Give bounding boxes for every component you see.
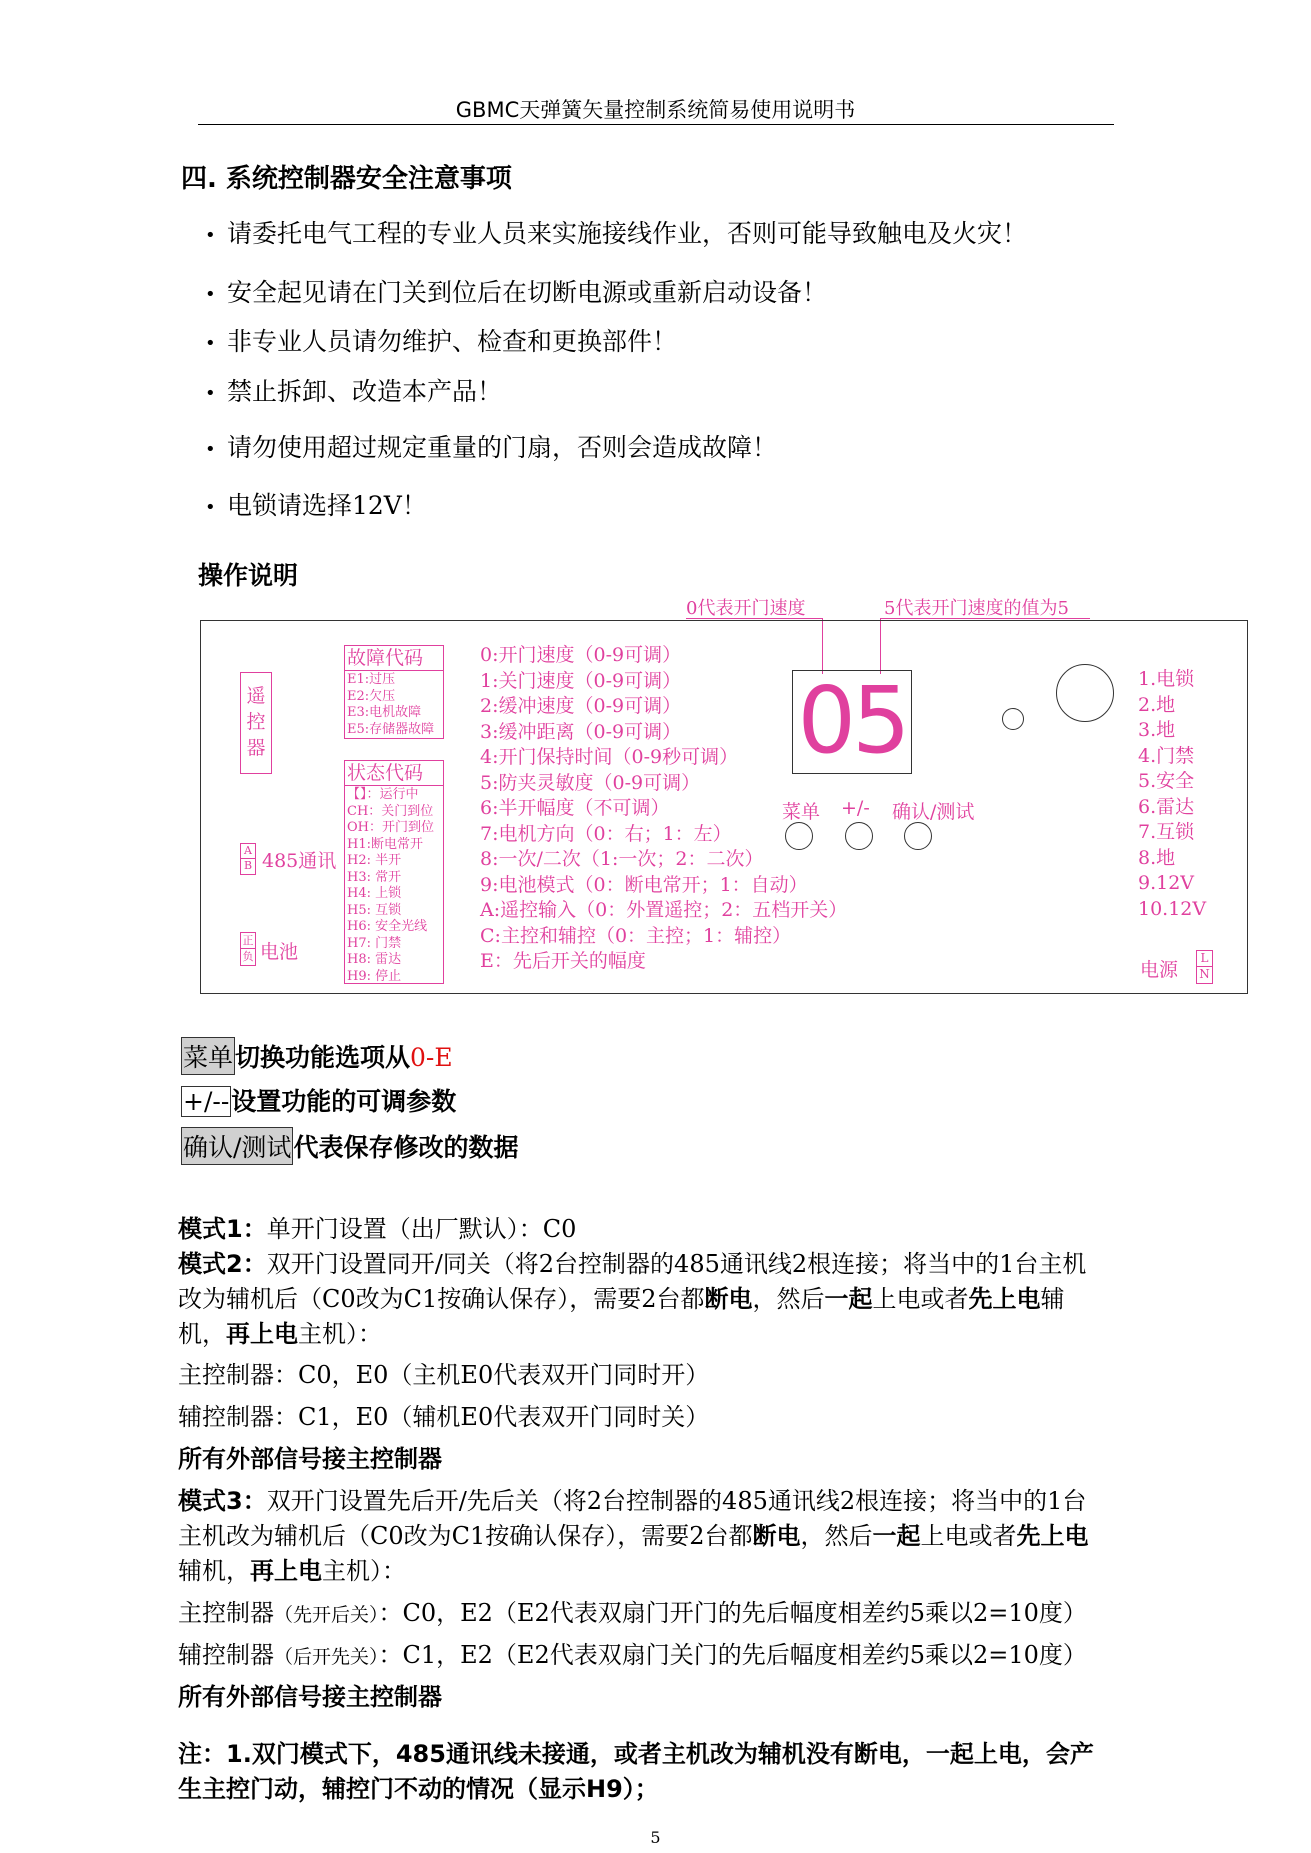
small-run: （先开后关） [274,1604,379,1626]
function-item: 3:缓冲距离（0-9可调） [480,720,682,743]
text-run: 主机改为辅机后（C0改为C1按确认保存），需要2台都 [178,1522,753,1550]
text-run: 辅 [1040,1285,1065,1313]
bullet-text: 非专业人员请勿维护、检查和更换部件！ [227,327,678,356]
bullet-text: 电锁请选择12V！ [227,491,427,520]
key-row-menu [181,1037,453,1075]
external-signal-note [178,1442,442,1477]
text-run: 机， [178,1320,226,1348]
bold-run: 断电 [704,1285,753,1313]
page-number: 5 [650,1828,661,1847]
note-line2 [178,1772,659,1807]
mode2-aux-controller: 辅控制器：C1，E0（辅机E0代表双开门同时关） [178,1403,710,1431]
key-row-confirm [181,1127,518,1165]
confirm-button-label: 确认/测试 [892,801,975,823]
mode3-aux-controller [178,1638,1087,1675]
display-value: 05 [797,667,907,774]
terminal-item: 4.门禁 [1138,744,1195,767]
status-code: H9: 停止 [347,968,402,984]
callout-right: 5代表开门速度的值为5 [884,598,1069,619]
mode2-line1 [178,1247,1086,1282]
battery-negative: 负 [242,950,254,963]
bold-run: 一起 [872,1522,921,1550]
safety-bullet-1 [205,214,1027,250]
note-text: 注：1.双门模式下，485通讯线未接通，或者主机改为辅机没有断电，一起上电，会产 [178,1740,1094,1768]
function-item: 9:电池模式（0：断电常开；1：自动） [480,873,808,896]
mode2-label: 模式2： [178,1250,267,1278]
terminal-a: A [241,844,255,859]
confirm-test-button[interactable] [904,822,932,850]
plus-minus-key: +/-- [183,1087,230,1116]
power-terminal-l: L [1197,951,1212,967]
status-code: H5: 互锁 [347,902,402,918]
mode3-label: 模式3： [178,1487,267,1515]
status-code: H6: 安全光线 [347,919,428,934]
bold-run: 再上电 [226,1320,298,1348]
mode1-label: 模式1： [178,1215,267,1243]
fault-code: E3:电机故障 [347,705,422,720]
function-item: 1:关门速度（0-9可调） [480,669,682,692]
power-terminal-n: N [1199,967,1210,981]
mode2-text: 双开门设置同开/同关（将2台控制器的485通讯线2根连接；将当中的1台主机 [266,1250,1087,1278]
bold-run: 先上电 [1016,1522,1089,1550]
document-header-title: GBMC天弹簧矢量控制系统简易使用说明书 [455,98,856,122]
fault-code: E1:过压 [347,672,396,687]
bullet-dot: • [205,497,216,518]
bold-run: 再上电 [250,1557,322,1585]
text-run: 主控制器 [178,1599,274,1627]
indicator-led-icon [1002,708,1024,730]
terminal-list [1138,667,1206,922]
safety-bullet-2 [205,273,827,309]
function-item: 7:电机方向（0：右；1：左） [480,822,732,845]
note-text: 生主控门动，辅控门不动的情况（显示H9）； [178,1775,659,1803]
mode3-line1 [178,1484,1086,1519]
status-code: H8: 雷达 [347,952,402,967]
mode2-main-controller: 主控制器：C0，E0（主机E0代表双开门同时开） [178,1361,710,1389]
terminal-item: 8.地 [1138,846,1176,869]
plus-minus-button-label: +/- [841,797,870,819]
status-code: H2: 半开 [347,853,402,868]
mode3-line3 [178,1554,406,1589]
fault-code: E5:存储器故障 [347,721,435,737]
ab-terminal-block [240,843,256,875]
safety-bullet-5 [205,428,777,464]
function-item: 0:开门速度（0-9可调） [480,644,682,666]
terminal-item: 1.电锁 [1138,668,1195,690]
callout-left: 0代表开门速度 [686,598,806,619]
operation-title: 操作说明 [198,561,299,590]
text-run: ：C1，E2（E2代表双扇门关门的先后幅度相差约5乘以2=10度） [378,1641,1087,1669]
function-item: C:主控和辅控（0：主控；1：辅控） [480,924,792,947]
section-title: 四. 系统控制器安全注意事项 [181,164,512,194]
text-run: ，然后 [752,1285,825,1313]
status-code: H7: 门禁 [347,935,402,951]
bullet-text: 请委托电气工程的专业人员来实施接线作业，否则可能导致触电及火灾！ [227,219,1028,248]
segment-display [792,667,912,774]
fault-codes-title: 故障代码 [347,647,424,669]
menu-button-label: 菜单 [782,801,821,823]
note-line1 [178,1737,1094,1772]
power-terminal-block [1196,950,1213,984]
mode3-text: 双开门设置先后开/先后关（将2台控制器的485通讯线2根连接；将当中的1台 [266,1487,1087,1515]
text-run: 辅控制器 [178,1641,274,1669]
fault-codes-list [345,670,443,738]
text-run: 主机）： [322,1557,406,1585]
function-item: 8:一次/二次（1:一次；2：二次） [480,848,764,870]
text-run: 主机）： [298,1320,382,1348]
mode1-line [178,1212,576,1247]
terminal-item: 3.地 [1138,719,1176,741]
mode1-text: 单开门设置（出厂默认）：C0 [266,1215,577,1243]
function-item: E：先后开关的幅度 [480,950,646,972]
bold-run: 断电 [752,1522,801,1550]
bullet-dot: • [205,383,216,404]
mode3-main-controller [178,1596,1087,1633]
bullet-dot: • [205,333,216,354]
status-code: CH：关门到位 [347,803,434,819]
status-code: OH：开门到位 [347,820,434,835]
terminal-item: 10.12V [1138,897,1207,920]
bold-run: 先上电 [968,1285,1041,1313]
menu-button[interactable] [785,822,813,850]
function-item: 2:缓冲速度（0-9可调） [480,695,682,717]
text-run: ：C0，E2（E2代表双扇门开门的先后幅度相差约5乘以2=10度） [378,1599,1087,1627]
text-run: ，然后 [800,1522,873,1550]
mode3-line2 [178,1519,1089,1554]
key-range: 0-E [410,1043,453,1072]
fault-code: E2:欠压 [347,688,396,704]
key-desc: 设置功能的可调参数 [231,1087,457,1116]
status-code: H1:断电常开 [347,836,423,852]
battery-positive: 正 [242,934,254,947]
bullet-text: 请勿使用超过规定重量的门扇，否则会造成故障！ [227,433,778,462]
confirm-key: 确认/测试 [181,1127,293,1165]
status-codes-list [345,785,443,985]
status-codes-title: 状态代码 [347,762,424,784]
safety-bullet-6 [205,486,427,522]
key-row-plus-minus [181,1082,456,1118]
terminal-item: 9.12V [1138,872,1195,894]
header-divider [198,124,1114,125]
battery-label: 电池 [260,941,299,963]
remote-receiver [240,672,272,774]
callout-right-underline [880,618,1090,619]
function-item: 6:半开幅度（不可调） [480,797,670,819]
mode2-line2 [178,1282,1065,1317]
battery-terminal-block [240,932,256,966]
status-code: H3: 常开 [347,869,402,885]
bold-run: 一起 [824,1285,873,1313]
buzzer-icon [1056,664,1114,722]
terminal-item: 2.地 [1138,693,1176,716]
safety-bullet-4 [205,372,502,408]
bullet-text: 安全起见请在门关到位后在切断电源或重新启动设备！ [227,278,828,307]
status-code: H4: 上锁 [347,886,402,901]
function-item: A:遥控输入（0：外置遥控；2：五档开关） [480,899,848,921]
remote-char: 控 [246,711,266,733]
text-run: 改为辅机后（C0改为C1按确认保存），需要2台都 [178,1285,705,1313]
text-run: 上电或者 [872,1285,969,1313]
bullet-dot: • [205,225,216,246]
terminal-item: 7.互锁 [1138,821,1195,843]
external-signal-text: 所有外部信号接主控制器 [178,1445,442,1473]
mode2-line3 [178,1317,382,1352]
terminal-b: B [243,859,253,872]
comm-label: 485通讯 [262,850,337,872]
fault-codes-box [344,645,444,739]
function-item: 4:开门保持时间（0-9秒可调） [480,746,739,768]
plus-minus-button[interactable] [845,822,873,850]
text-run: 上电或者 [920,1522,1017,1550]
bullet-text: 禁止拆卸、改造本产品！ [227,377,503,406]
safety-bullet-3 [205,322,677,358]
bullet-dot: • [205,284,216,305]
terminal-item: 6.雷达 [1138,795,1195,818]
small-run: （后开先关） [274,1646,379,1668]
remote-char: 器 [246,737,266,759]
function-item: 5:防夹灵敏度（0-9可调） [480,771,701,794]
text-run: 辅机， [178,1557,250,1585]
status-code: 【】：运行中 [347,787,419,802]
callout-left-underline [686,618,822,619]
remote-char: 遥 [246,685,266,707]
bullet-dot: • [205,439,216,460]
external-signal-note-2 [178,1680,442,1715]
external-signal-text: 所有外部信号接主控制器 [178,1683,442,1711]
status-codes-box [344,760,444,984]
menu-key: 菜单 [181,1037,235,1075]
terminal-item: 5.安全 [1138,770,1195,792]
key-desc: 代表保存修改的数据 [293,1133,519,1162]
power-label: 电源 [1140,959,1179,981]
key-desc: 切换功能选项从 [235,1043,411,1072]
